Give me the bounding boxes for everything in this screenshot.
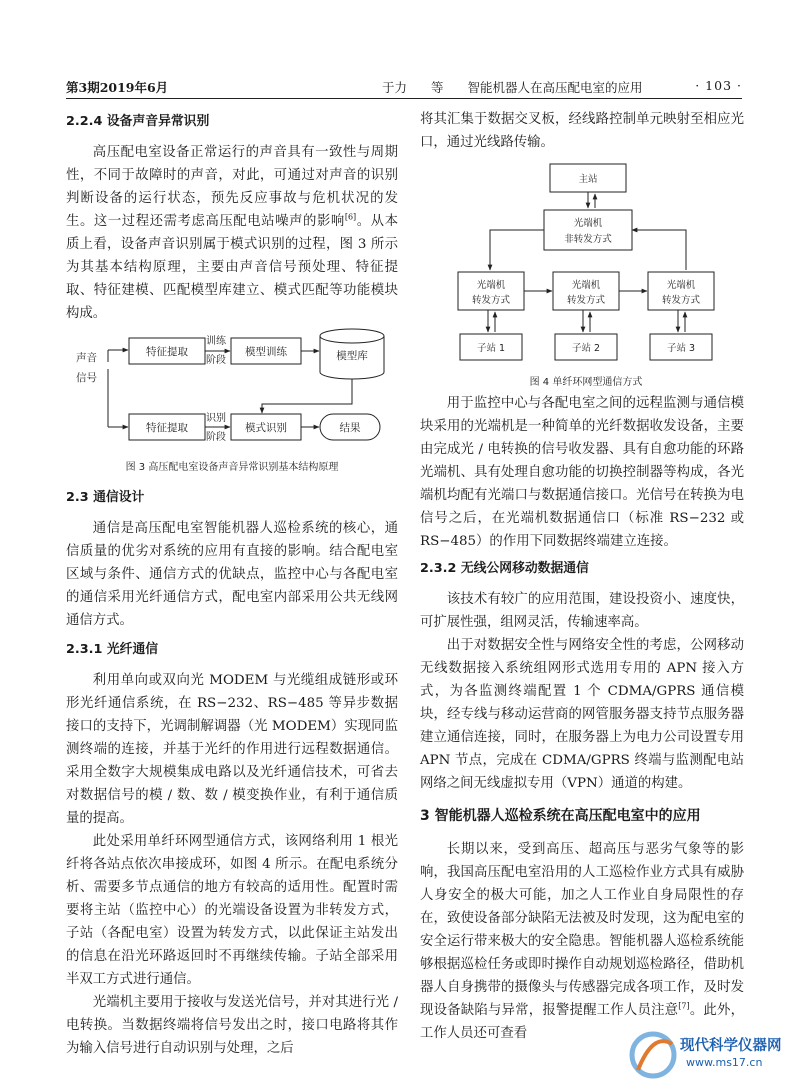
- main-optic-label: 光端机: [573, 218, 603, 229]
- watermark-site-name: 现代科学仪器网: [680, 1038, 782, 1054]
- paragraph-text: 长期以来，受到高压、超高压与恶劣气象等的影响，我国高压配电室沿用的人工巡检作业方式具有威胁人身安全的极大可能，加之人工作业自身局限性的存在，致使设备部分缺陷无法被及时发现，这为配电室的安全运行带来极大的安全隐患。智能机器人巡检系统能够根据巡检任务或即时操作自动规划巡检路径，借助机器人自身携带的摄像头与传感器完成各项工作，及时发现设备缺陷与异常，报警提醒工作人员注意: [420, 842, 744, 1018]
- watermark-url: www.ms17.cn: [686, 1056, 763, 1069]
- optic-2-label: 光端机: [571, 280, 601, 291]
- section-3-heading: 3 智能机器人巡检系统在高压配电室中的应用: [420, 808, 701, 824]
- sub-station-3-label: 子站 3: [666, 343, 696, 354]
- optic-3-mode-label: 转发方式: [661, 295, 701, 306]
- optic-2-mode-label: 转发方式: [566, 295, 606, 306]
- header-article-title: 智能机器人在高压配电室的应用: [467, 80, 643, 95]
- header-rule: [66, 98, 742, 99]
- input-label-2: 信号: [76, 372, 97, 384]
- left-column-top: [66, 108, 398, 325]
- section-2-3-paragraph: 通信是高压配电室智能机器人巡检系统的核心，通信质量的优劣对系统的应用有直接的影响。结合配电室区域与条件、通信方式的优缺点，监控中心与各配电室的通信采用光纤通信方式，配电室内部采用公共无线网通信方式。: [66, 521, 398, 628]
- citation-6: [6]: [344, 212, 357, 222]
- citation-7: [7]: [678, 1001, 690, 1011]
- watermark-logo-icon: [628, 1030, 678, 1080]
- figure-4-caption: 图 4 单纤环网型通信方式: [529, 377, 643, 388]
- model-lib-label: 模型库: [336, 350, 368, 362]
- optic-1-mode-label: 转发方式: [471, 295, 511, 306]
- input-label-1: 声音: [76, 352, 97, 364]
- arrow-lib-to-pattern: [262, 379, 352, 413]
- paragraph-text: 高压配电室设备正常运行的声音具有一致性与周期性，不同于故障时的声音，对此，可通过对声音的识别判断设备的运行状态，预先反应事故与危机状况的发生。这一过程还需考虑高压配电站噪声的影响: [66, 145, 398, 229]
- section-3-paragraph: [420, 838, 744, 1045]
- left-column-bottom: [66, 484, 398, 1060]
- ring-line-left: [490, 230, 544, 270]
- recog-stage-label-2: 阶段: [206, 432, 226, 443]
- journal-issue: 第3期2019年6月: [66, 80, 169, 95]
- recog-stage-label-1: 识别: [206, 413, 226, 424]
- header-author: 于力: [382, 80, 408, 95]
- section-2-3-2-paragraph-2: 出于对数据安全性与网络安全性的考虑，公网移动无线数据接入系统组网形式选用专用的 APN 接入方式，为各监测终端配置 1 个 CDMA/GPRS 通信模块，经专线与移动运营商的网管服务器支持节点服务器建立通信连接，同时，在服务器上为电力公司设置专用 APN 节点，完成在 CDMA/GPRS 终端与监测配电站网络之间无线虚拟专用（VPN）通道的构建。: [420, 638, 744, 791]
- watermark: [628, 1026, 798, 1082]
- model-train-label: 模型训练: [245, 346, 287, 358]
- train-stage-label-1: 训练: [206, 336, 226, 347]
- section-2-3-2-paragraph-1: 该技术有较广的应用范围，建设投资小、速度快，可扩展性强，组网灵活，传输速率高。: [420, 592, 744, 630]
- right-column-top: [420, 108, 744, 154]
- section-2-3-2-heading: 2.3.2 无线公网移动数据通信: [420, 561, 589, 576]
- feature-extract-bottom-label: 特征提取: [146, 422, 188, 434]
- optic-paragraph: 用于监控中心与各配电室之间的远程监测与通信模块采用的光端机是一种简单的光纤数据收发设备，主要由完成光 / 电转换的信号收发器、具有自愈功能的环路光端机、具有处理自愈功能的切换控制器等构成，各光端机均配有光端口与数据通信接口。光信号在转换为电信号之后，在光端机数据通信口（标准 RS−232 或 RS−485）的作用下同数据终端建立连接。: [420, 396, 744, 549]
- section-2-2-4-heading: 2.2.4 设备声音异常识别: [66, 114, 210, 129]
- section-2-3-1-paragraph-1: 利用单向或双向光 MODEM 与光缆组成链形或环形光纤通信系统，在 RS−232、RS−485 等异步数据接口的支持下，光调制解调器（光 MODEM）实现同监测终端的连接，并基于光纤的作用进行远程数据通信。采用全数字大规模集成电路以及光纤通信技术，可省去对数据信号的模 / 数、数 / 模变换作业，有利于通信质量的提高。: [66, 673, 398, 826]
- section-2-3-1-paragraph-3: 光端机主要用于接收与发送光信号，并对其进行光 / 电转换。当数据终端将信号发出之时，接口电路将其作为输入信号进行自动识别与处理，之后: [66, 995, 398, 1056]
- section-2-2-4-paragraph: [66, 141, 398, 325]
- figure-3-caption: 图 3 高压配电室设备声音异常识别基本结构原理: [125, 462, 339, 473]
- ring-line-right: [632, 230, 686, 270]
- train-stage-label-2: 阶段: [206, 355, 226, 366]
- main-optic-mode-label: 非转发方式: [564, 234, 612, 245]
- optic-1-label: 光端机: [476, 280, 506, 291]
- header-center: [382, 78, 643, 96]
- feature-extract-top-label: 特征提取: [146, 346, 188, 358]
- section-2-3-1-heading: 2.3.1 光纤通信: [66, 642, 159, 657]
- result-label: 结果: [339, 422, 361, 434]
- paragraph-text: 。从本质上看，设备声音识别属于模式识别的过程，图 3 所示为其基本结构原理，主要由声音信号预处理、特征提取、特征建模、匹配模型库建立、模式匹配等功能模块构成。: [66, 214, 399, 321]
- optic-3-label: 光端机: [666, 280, 696, 291]
- continued-paragraph: 将其汇集于数据交叉板，经线路控制单元映射至相应光口，通过光线路传输。: [420, 112, 744, 150]
- sub-station-2-label: 子站 2: [571, 343, 601, 354]
- figure-3-diagram: [66, 322, 398, 482]
- right-column-bottom: [420, 392, 744, 1045]
- section-2-3-heading: 2.3 通信设计: [66, 490, 145, 505]
- paragraph-text: 。此外，工作人员还可查看: [420, 1003, 744, 1041]
- page-number: · 103 ·: [695, 78, 742, 93]
- header-author-suffix: 等: [431, 80, 444, 95]
- sub-station-1-label: 子站 1: [476, 343, 506, 354]
- master-station-label: 主站: [578, 174, 598, 185]
- figure-4-diagram: [420, 158, 744, 390]
- pattern-recog-label: 模式识别: [245, 422, 287, 434]
- model-lib-cylinder-top: [320, 329, 384, 343]
- section-2-3-1-paragraph-2: 此处采用单纤环网型通信方式，该网络利用 1 根光纤将各站点依次串接成环，如图 4 所示。在配电系统分析、需要多节点通信的地方有较高的适用性。配置时需要将主站（监控中心）的光端设备设置为非转发方式，子站（各配电室）设置为转发方式，以此保证主站发出的信息在沿光环路返回时不再继续传输。子站全部采用半双工方式进行通信。: [66, 834, 398, 987]
